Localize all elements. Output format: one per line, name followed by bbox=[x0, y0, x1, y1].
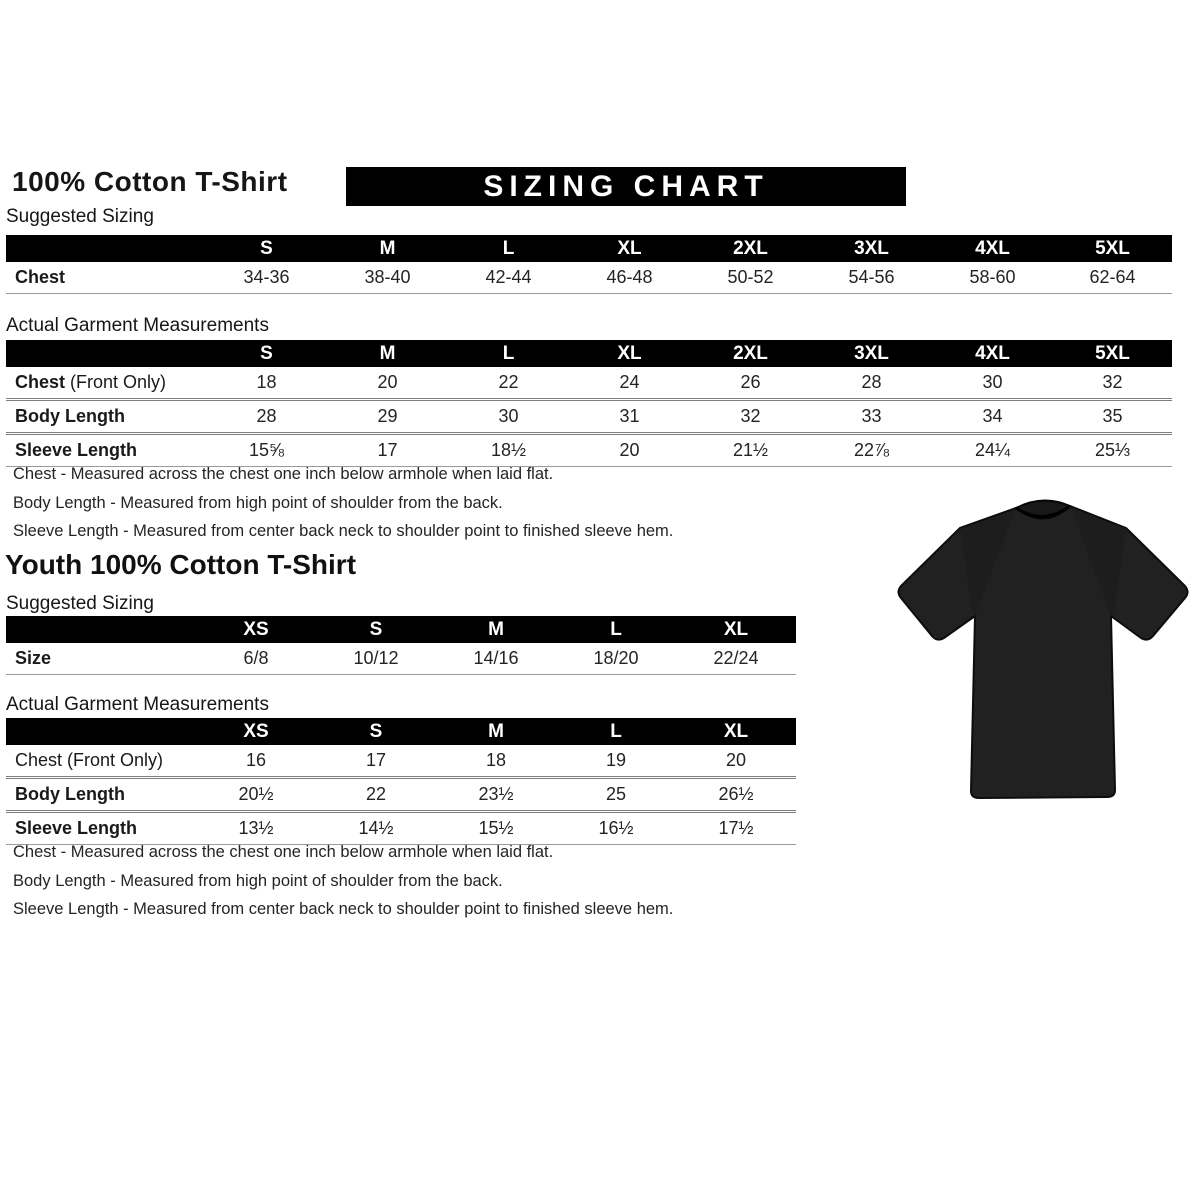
header-cell: XL bbox=[569, 340, 690, 367]
header-cell: S bbox=[206, 235, 327, 262]
row-label: Sleeve Length bbox=[15, 439, 138, 460]
cell: 22 bbox=[316, 779, 436, 813]
row-label: Body Length bbox=[15, 405, 125, 426]
row-label: Body Length bbox=[15, 783, 125, 804]
cell: 42-44 bbox=[448, 262, 569, 294]
header-cell: 4XL bbox=[932, 235, 1053, 262]
cell: 30 bbox=[932, 367, 1053, 401]
cell: 35 bbox=[1053, 401, 1172, 435]
header-cell: 3XL bbox=[811, 340, 932, 367]
cell: 20 bbox=[327, 367, 448, 401]
note-chest: Chest - Measured across the chest one inch below armhole when laid flat. bbox=[13, 465, 554, 483]
cell: 18 bbox=[206, 367, 327, 401]
table-header-row bbox=[6, 718, 796, 745]
cell: 18½ bbox=[448, 435, 569, 467]
row-label: Size bbox=[15, 647, 52, 668]
cell: 22⅞ bbox=[811, 435, 932, 467]
row-label-cell bbox=[6, 401, 206, 435]
youth-suggested-sizing-label: Suggested Sizing bbox=[6, 593, 154, 614]
cell: 32 bbox=[690, 401, 811, 435]
cell: 20½ bbox=[196, 779, 316, 813]
header-cell: M bbox=[327, 235, 448, 262]
cell: 23½ bbox=[436, 779, 556, 813]
youth-section-title: Youth 100% Cotton T-Shirt bbox=[5, 549, 357, 580]
sizing-chart-banner bbox=[346, 167, 906, 206]
cell: 31 bbox=[569, 401, 690, 435]
cell: 26½ bbox=[676, 779, 796, 813]
row-label-cell bbox=[6, 643, 196, 675]
cell: 58-60 bbox=[932, 262, 1053, 294]
cell: 15⅝ bbox=[206, 435, 327, 467]
row-label: Chest bbox=[15, 266, 66, 287]
cell: 25⅓ bbox=[1053, 435, 1172, 467]
cell: 32 bbox=[1053, 367, 1172, 401]
header-cell: 2XL bbox=[690, 235, 811, 262]
cell: 17 bbox=[327, 435, 448, 467]
header-cell: L bbox=[556, 718, 676, 745]
cell: 62-64 bbox=[1053, 262, 1172, 294]
table-row-body-length bbox=[6, 401, 1172, 435]
row-label-cell bbox=[6, 262, 206, 294]
header-cell: L bbox=[448, 235, 569, 262]
row-label: Chest bbox=[15, 371, 66, 392]
header-cell: 4XL bbox=[932, 340, 1053, 367]
cell: 28 bbox=[811, 367, 932, 401]
cell: 34 bbox=[932, 401, 1053, 435]
header-cell: 5XL bbox=[1053, 235, 1172, 262]
cell: 46-48 bbox=[569, 262, 690, 294]
cell: 50-52 bbox=[690, 262, 811, 294]
youth-suggested-sizing-table bbox=[6, 616, 796, 675]
cell: 17½ bbox=[676, 813, 796, 845]
note-chest: Chest - Measured across the chest one inch below armhole when laid flat. bbox=[13, 843, 554, 861]
header-cell-empty bbox=[6, 718, 196, 745]
youth-measurement-notes bbox=[13, 838, 673, 924]
youth-actual-measurements-label: Actual Garment Measurements bbox=[6, 694, 269, 715]
row-label: Chest bbox=[15, 749, 63, 770]
header-cell-empty bbox=[6, 340, 206, 367]
header-cell: XL bbox=[676, 616, 796, 643]
adult-suggested-sizing-table bbox=[6, 235, 1172, 294]
cell: 17 bbox=[316, 745, 436, 779]
note-sleeve-length: Sleeve Length - Measured from center back neck to shoulder point to finished sleeve hem. bbox=[13, 900, 674, 918]
table-row-chest bbox=[6, 367, 1172, 401]
cell: 16½ bbox=[556, 813, 676, 845]
cell: 19 bbox=[556, 745, 676, 779]
cell: 25 bbox=[556, 779, 676, 813]
cell: 20 bbox=[569, 435, 690, 467]
tshirt-graphic bbox=[892, 486, 1194, 808]
cell: 18/20 bbox=[556, 643, 676, 675]
row-label-note: (Front Only) bbox=[62, 749, 164, 770]
header-cell-empty bbox=[6, 616, 196, 643]
cell: 16 bbox=[196, 745, 316, 779]
header-cell: 3XL bbox=[811, 235, 932, 262]
header-cell: XL bbox=[676, 718, 796, 745]
cell: 13½ bbox=[196, 813, 316, 845]
table-header-row bbox=[6, 235, 1172, 262]
header-cell: XS bbox=[196, 616, 316, 643]
cell: 14½ bbox=[316, 813, 436, 845]
cell: 21½ bbox=[690, 435, 811, 467]
table-row-chest bbox=[6, 745, 796, 779]
cell: 28 bbox=[206, 401, 327, 435]
cell: 18 bbox=[436, 745, 556, 779]
adult-actual-measurements-label: Actual Garment Measurements bbox=[6, 315, 269, 336]
cell: 54-56 bbox=[811, 262, 932, 294]
header-cell: 2XL bbox=[690, 340, 811, 367]
header-cell: L bbox=[448, 340, 569, 367]
row-label: Sleeve Length bbox=[15, 817, 138, 838]
cell: 24 bbox=[569, 367, 690, 401]
cell: 26 bbox=[690, 367, 811, 401]
cell: 30 bbox=[448, 401, 569, 435]
cell: 15½ bbox=[436, 813, 556, 845]
cell: 22/24 bbox=[676, 643, 796, 675]
cell: 34-36 bbox=[206, 262, 327, 294]
cell: 22 bbox=[448, 367, 569, 401]
cell: 6/8 bbox=[196, 643, 316, 675]
header-cell: S bbox=[316, 616, 436, 643]
cell: 10/12 bbox=[316, 643, 436, 675]
table-header-row bbox=[6, 340, 1172, 367]
row-label-note: (Front Only) bbox=[65, 371, 167, 392]
header-cell: M bbox=[327, 340, 448, 367]
header-cell: S bbox=[206, 340, 327, 367]
note-body-length: Body Length - Measured from high point of shoulder from the back. bbox=[13, 493, 503, 512]
header-cell: S bbox=[316, 718, 436, 745]
adult-suggested-sizing-label: Suggested Sizing bbox=[6, 206, 154, 227]
cell: 29 bbox=[327, 401, 448, 435]
cell: 24¼ bbox=[932, 435, 1053, 467]
note-body-length: Body Length - Measured from high point of shoulder from the back. bbox=[13, 871, 503, 890]
adult-actual-measurements-table bbox=[6, 340, 1172, 467]
youth-actual-measurements-table bbox=[6, 718, 796, 845]
table-row bbox=[6, 262, 1172, 294]
row-label-cell bbox=[6, 745, 196, 779]
header-cell: 5XL bbox=[1053, 340, 1172, 367]
page-title: 100% Cotton T-Shirt bbox=[12, 166, 288, 197]
cell: 33 bbox=[811, 401, 932, 435]
banner-text: SIZING CHART bbox=[483, 169, 769, 203]
header-cell: XS bbox=[196, 718, 316, 745]
table-header-row bbox=[6, 616, 796, 643]
cell: 14/16 bbox=[436, 643, 556, 675]
tshirt-product-image bbox=[892, 486, 1194, 808]
note-sleeve-length: Sleeve Length - Measured from center back neck to shoulder point to finished sleeve hem. bbox=[13, 522, 674, 540]
row-label-cell bbox=[6, 779, 196, 813]
table-row-size bbox=[6, 643, 796, 675]
cell: 20 bbox=[676, 745, 796, 779]
cell: 38-40 bbox=[327, 262, 448, 294]
table-row-body-length bbox=[6, 779, 796, 813]
adult-measurement-notes bbox=[13, 460, 673, 546]
header-cell-empty bbox=[6, 235, 206, 262]
header-cell: L bbox=[556, 616, 676, 643]
header-cell: M bbox=[436, 616, 556, 643]
header-cell: XL bbox=[569, 235, 690, 262]
header-cell: M bbox=[436, 718, 556, 745]
row-label-cell bbox=[6, 367, 206, 401]
